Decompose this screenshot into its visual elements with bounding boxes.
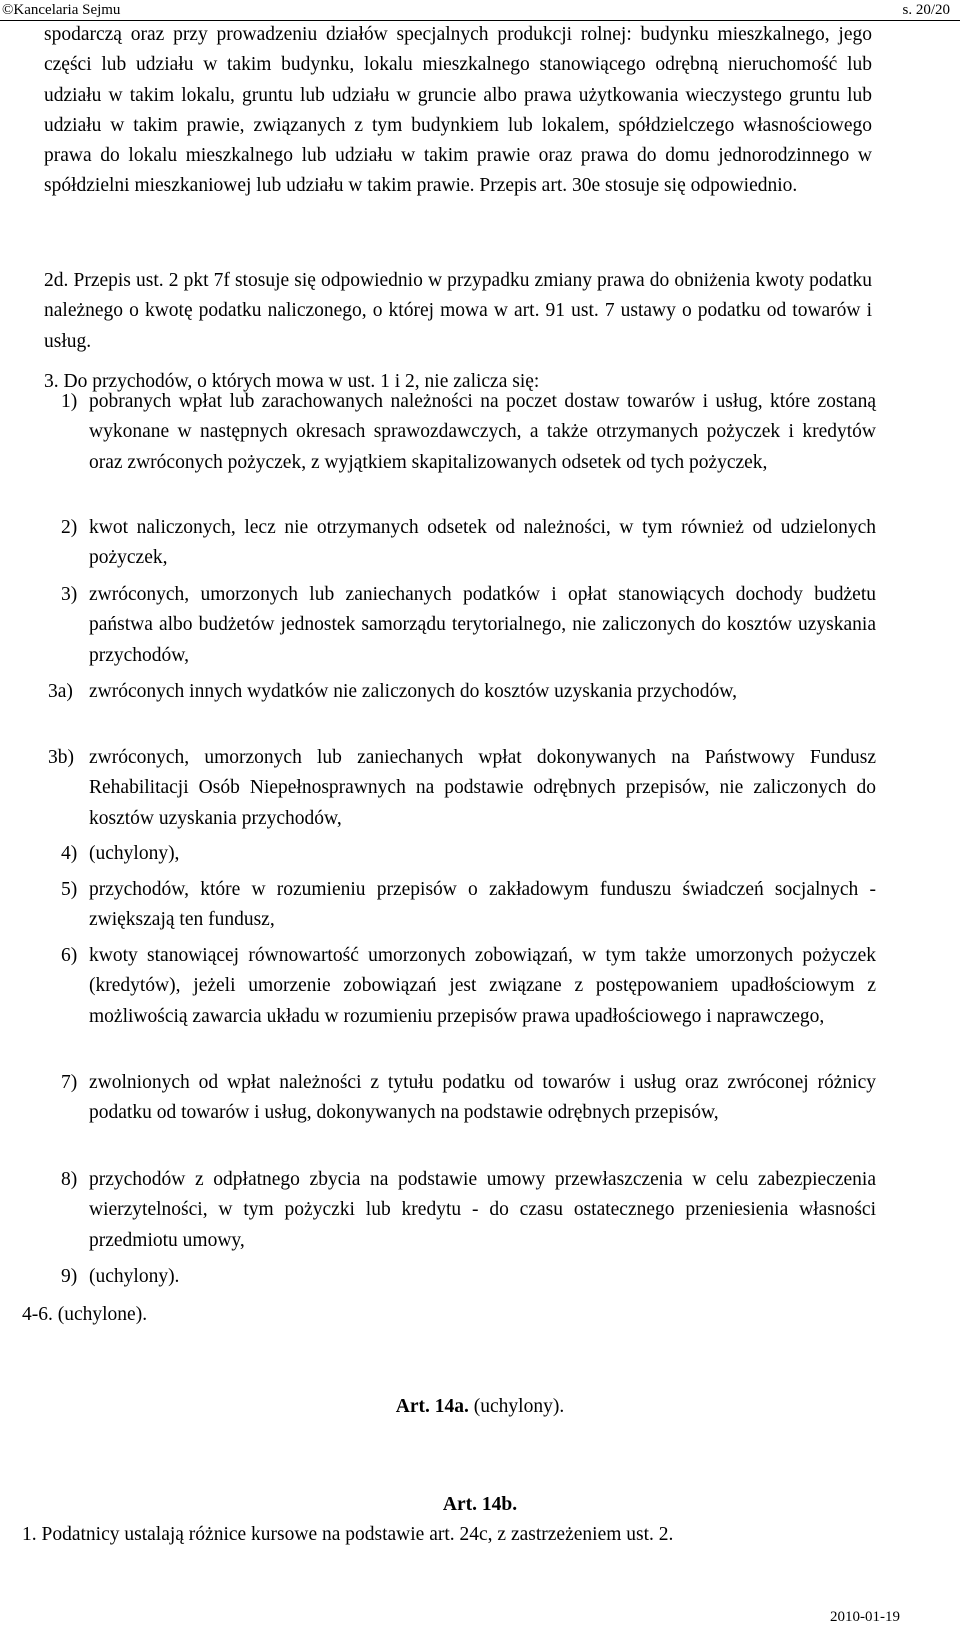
list-item-text: przychodów, które w rozumieniu przepisów o zakładowym funduszu świadczeń socjalnych - zwiększają ten fundusz, (89, 879, 876, 931)
list-item-number: 2) (61, 517, 78, 538)
list-item-text: kwot naliczonych, lecz nie otrzymanych odsetek od należności, w tym również od udzielonych pożyczek, (89, 517, 876, 569)
article-14a (0, 1392, 960, 1422)
article-14a-label: Art. 14a. (395, 1396, 469, 1417)
list-item-number: 4) (61, 843, 78, 864)
list-item (61, 875, 876, 937)
header-page-number: s. 20/20 (902, 2, 950, 18)
list-item (61, 580, 876, 672)
paragraph-4-6: 4-6. (uchylone). (22, 1304, 148, 1325)
list-item-number: 3b) (48, 747, 74, 768)
list-item-number: 3a) (48, 681, 73, 702)
article-14b-heading: Art. 14b. (442, 1494, 518, 1515)
paragraph-3: 3. Do przychodów, o których mowa w ust. 1 i 2, nie zalicza się: (44, 371, 540, 392)
footer-date: 2010-01-19 (830, 1609, 900, 1625)
list-item-number: 8) (61, 1169, 78, 1190)
list-item-text: kwoty stanowiącej równowartość umorzonych zobowiązań, w tym także umorzonych pożyczek (kredytów), jeżeli umorzenie zobowiązań jest związane z postępowaniem upadłościowym z możliwością zawarcia układu w rozumieniu przepisów prawa upadłościowego i naprawczego, (89, 945, 876, 1027)
list-item (61, 839, 876, 870)
list-item (61, 1068, 876, 1160)
list-item-text: zwróconych innych wydatków nie zaliczonych do kosztów uzyskania przychodów, (89, 681, 737, 702)
list-item-number: 9) (61, 1266, 78, 1287)
list-item-number: 3) (61, 584, 78, 605)
list-item-text: zwróconych, umorzonych lub zaniechanych wpłat dokonywanych na Państwowy Fundusz Rehabilitacji Osób Niepełnosprawnych na podstawie odrębnych przepisów, nie zaliczonych do kosztów uzyskania przychodów, (89, 747, 876, 829)
list-item-number: 7) (61, 1072, 78, 1093)
list-item (61, 1165, 876, 1257)
list-item-number: 5) (61, 879, 78, 900)
list-item-text: zwróconych, umorzonych lub zaniechanych podatków i opłat stanowiących dochody budżetu państwa albo budżetów jednostek samorządu terytorialnego, nie zaliczonych do kosztów uzyskania przychodów, (89, 584, 876, 666)
article-14a-text: (uchylony). (468, 1396, 565, 1417)
list-item (61, 513, 876, 575)
list-item-text: (uchylony), (89, 843, 180, 864)
list-item-number: 1) (61, 391, 78, 412)
list-item (61, 387, 876, 511)
list-item-text: pobranych wpłat lub zarachowanych należności na poczet dostaw towarów i usług, które zostaną wykonane w następnych okresach sprawozdawczych, a także otrzymanych pożyczek i kredytów oraz zwróconych pożyczek, z wyjątkiem skapitalizowanych odsetek od tych pożyczek, (89, 391, 876, 473)
list-item (61, 941, 876, 1065)
list-item-text: przychodów z odpłatnego zbycia na podstawie umowy przewłaszczenia w celu zabezpieczenia wierzytelności, w tym pożyczki lub kredytu - do czasu ostatecznego przeniesienia własności przedmiotu umowy, (89, 1169, 876, 1251)
paragraph-2d: 2d. Przepis ust. 2 pkt 7f stosuje się odpowiednio w przypadku zmiany prawa do obniżenia kwoty podatku należnego o kwotę podatku naliczonego, o której mowa w art. 91 ust. 7 ustawy o podatku od towarów i usług. (44, 270, 872, 352)
paragraph-continuation: spodarczą oraz przy prowadzeniu działów specjalnych produkcji rolnej: budynku mieszkalnego, jego części lub udziału w takim budynku, lokalu mieszkalnego stanowiącego odrębną nieruchomość lub udziału w takim lokalu, gruntu lub udziału w gruncie albo prawa użytkowania wieczystego gruntu lub udziału w takim prawie, związanych z tym budynkiem lub lokalem, spółdzielczego własnościowego prawa do lokalu mieszkalnego lub udziału w takim prawie oraz prawa do domu jednorodzinnego w spółdzielni mieszkaniowej lub udziału w takim prawie. Przepis art. 30e stosuje się odpowiednio. (44, 24, 872, 197)
list-item-number: 6) (61, 945, 78, 966)
list-item (48, 743, 876, 835)
list-item (48, 677, 876, 739)
list-item (61, 1262, 876, 1293)
list-item-text: zwolnionych od wpłat należności z tytułu podatku od towarów i usług oraz zwróconej różnicy podatku od towarów i usług, dokonywanych na podstawie odrębnych przepisów, (89, 1072, 876, 1124)
paragraph-14b-1: 1. Podatnicy ustalają różnice kursowe na podstawie art. 24c, z zastrzeżeniem ust. 2. (22, 1524, 674, 1545)
header-copyright: ©Kancelaria Sejmu (2, 2, 121, 18)
list-item-text: (uchylony). (89, 1266, 180, 1287)
